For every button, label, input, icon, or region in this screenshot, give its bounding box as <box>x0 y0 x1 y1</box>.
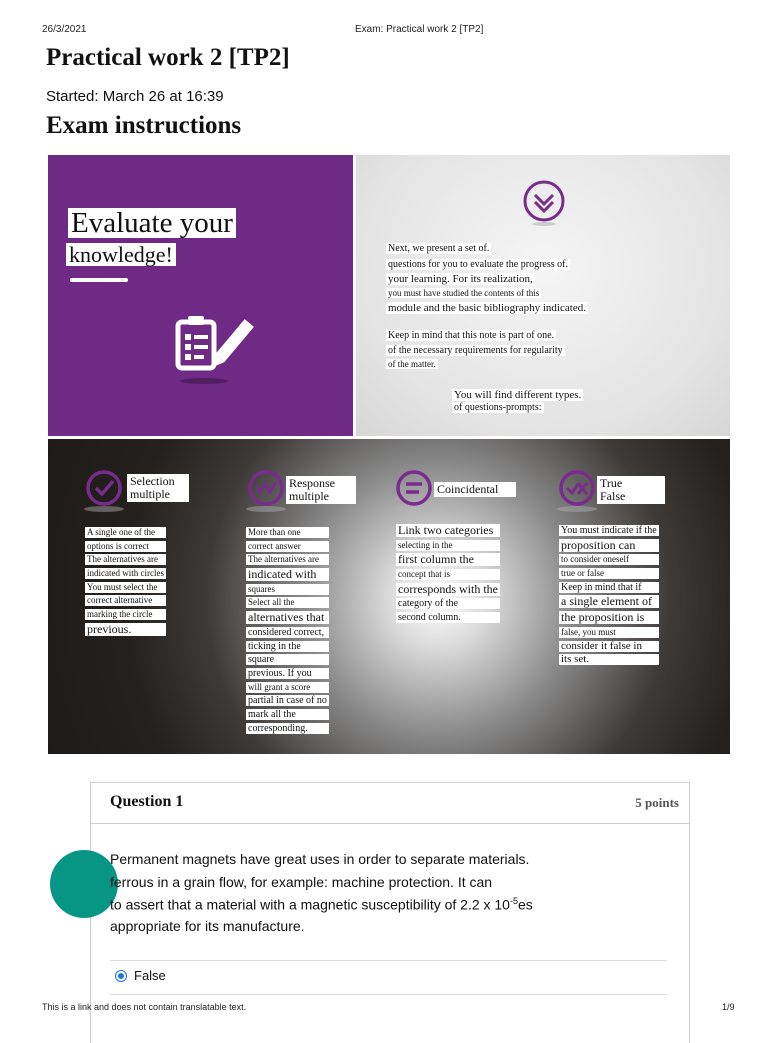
banner-left-panel <box>48 155 353 436</box>
question-text-part: to assert that a material with a magnetic susceptibility of 2.2 x 10 <box>110 896 510 913</box>
question-text-part: es <box>518 896 533 913</box>
answer-radio-selected[interactable] <box>115 970 127 982</box>
description-line: The alternatives are <box>246 554 329 565</box>
question-text-line: ferrous in a grain flow, for example: machine protection. It can <box>110 874 493 890</box>
description-line: corresponding. <box>246 723 329 734</box>
description-line: correct answer <box>246 541 329 552</box>
description-line: indicated with <box>246 568 329 581</box>
question-title: Question 1 <box>110 793 184 810</box>
banner-text-line: Next, we present a set of. <box>388 243 490 254</box>
type-description-true-false <box>559 525 659 668</box>
footer-note: This is a link and does not contain translatable text. <box>42 1002 247 1012</box>
icon-shadow <box>246 506 286 512</box>
description-line: true or false <box>559 568 659 579</box>
description-line: second column. <box>396 612 500 623</box>
banner-text-line: of questions-prompts: <box>454 402 542 413</box>
heading-underline <box>70 278 128 282</box>
description-line: considered correct, <box>246 627 329 638</box>
type-title-line: Response <box>289 476 335 490</box>
icon-shadow <box>394 506 434 512</box>
multi-check-circle-icon <box>247 469 285 507</box>
type-title-line: multiple <box>289 489 329 503</box>
description-line: consider it false in <box>559 641 659 652</box>
description-line: its set. <box>559 654 659 665</box>
description-line: ticking in the <box>246 641 329 652</box>
description-line: false, you must <box>559 627 659 638</box>
clipboard-pencil-icon <box>168 310 258 385</box>
description-line: concept that is <box>396 569 500 580</box>
type-title-line: multiple <box>130 487 170 501</box>
description-line: corresponds with the <box>398 581 498 596</box>
icon-shadow <box>557 506 597 512</box>
chevron-down-circle-icon <box>521 180 567 226</box>
banner-text-line: You will find different types. <box>454 389 582 401</box>
banner-heading-line2: knowledge! <box>66 243 176 266</box>
banner-text-line: your learning. For its realization, <box>388 273 533 285</box>
question-text-line: appropriate for its manufacture. <box>110 918 305 934</box>
banner-text-line: Keep in mind that this note is part of one. <box>388 330 555 341</box>
description-line: category of the <box>396 598 500 609</box>
equals-circle-icon <box>395 469 433 507</box>
true-false-circle-icon <box>558 469 596 507</box>
floating-circle-marker <box>50 850 118 918</box>
print-date: 26/3/2021 <box>42 24 87 35</box>
description-line: Select all the <box>246 597 329 608</box>
description-line: the proposition is <box>559 611 659 624</box>
description-line: mark all the <box>246 709 329 720</box>
page-number: 1/9 <box>722 1002 735 1012</box>
description-line: options is correct <box>85 541 166 552</box>
exponent: -5 <box>509 896 518 906</box>
answer-divider <box>110 960 667 961</box>
description-line: squares <box>246 584 329 595</box>
description-line: You must indicate if the <box>561 525 657 536</box>
type-title-selection-multiple <box>127 474 189 502</box>
description-line: The alternatives are <box>85 554 166 565</box>
type-title-line: Coincidental <box>437 482 499 496</box>
description-line: marking the circle <box>85 609 166 620</box>
check-circle-icon <box>85 469 123 507</box>
type-title-line: Selection <box>130 474 175 488</box>
description-line: square <box>246 654 329 665</box>
banner-text-line: you must have studied the contents of this <box>388 288 540 298</box>
description-line: previous. If you <box>246 668 329 679</box>
description-line: correct alternative <box>85 595 166 606</box>
description-line: Link two categories <box>396 524 500 537</box>
description-line: previous. <box>85 623 166 636</box>
answer-divider <box>110 994 667 995</box>
type-title-true-false <box>597 476 665 504</box>
banner-text-line: of the matter. <box>388 359 436 369</box>
description-line: indicated with circles <box>87 568 164 579</box>
description-line: proposition can <box>559 539 659 552</box>
description-line: a single element of <box>559 595 659 608</box>
banner-heading-line1: Evaluate your <box>68 208 236 238</box>
description-line: will grant a score <box>246 682 329 693</box>
type-title-coincidental <box>434 482 516 497</box>
started-time: Started: March 26 at 16:39 <box>46 88 224 105</box>
type-description-selection-multiple <box>85 527 166 639</box>
icon-shadow <box>84 506 124 512</box>
type-title-response-multiple <box>286 476 356 504</box>
description-line: selecting in the <box>396 540 500 551</box>
instructions-heading: Exam instructions <box>46 112 242 139</box>
type-description-coincidental <box>396 524 500 626</box>
banner-text-line: module and the basic bibliography indicated. <box>388 302 586 314</box>
description-line: partial in case of no <box>248 695 327 707</box>
description-line: More than one <box>246 527 329 538</box>
type-title-line: True <box>600 476 623 490</box>
description-line: first column the <box>396 553 500 566</box>
type-title-line: False <box>600 489 626 503</box>
question-points: 5 points <box>635 795 679 810</box>
question-text-line: Permanent magnets have great uses in order to separate materials. <box>110 851 530 867</box>
description-line: You must select the <box>85 582 166 593</box>
type-description-response-multiple <box>246 527 329 736</box>
description-line: Keep in mind that if <box>559 582 659 593</box>
banner-text-line: of the necessary requirements for regularity <box>388 345 563 356</box>
answer-label[interactable]: False <box>134 968 166 983</box>
question-text-line-with-exponent <box>110 896 533 913</box>
question-header <box>91 783 689 824</box>
page-title: Practical work 2 [TP2] <box>46 44 290 71</box>
banner-text-line: questions for you to evaluate the progress of. <box>388 259 568 270</box>
description-line: alternatives that <box>246 611 329 624</box>
description-line: A single one of the <box>85 527 166 538</box>
description-line: to consider oneself <box>559 554 659 565</box>
print-tab-title: Exam: Practical work 2 [TP2] <box>355 24 484 35</box>
